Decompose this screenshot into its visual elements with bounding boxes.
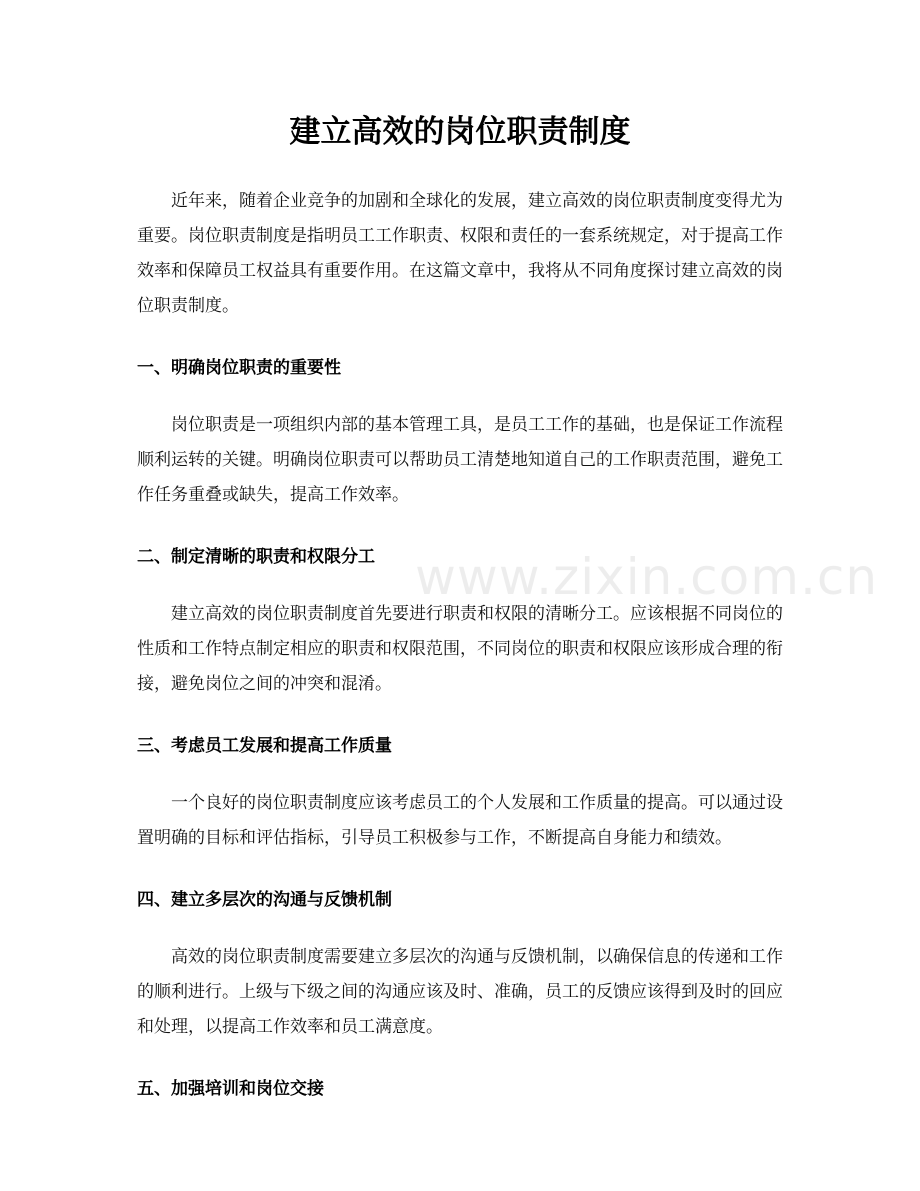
section-heading-3: 三、考虑员工发展和提高工作质量 — [137, 736, 392, 756]
section-body-2: 建立高效的岗位职责制度首先要进行职责和权限的清晰分工。应该根据不同岗位的性质和工作特点制定相应的职责和权限范围，不同岗位的职责和权限应该形成合理的衔接，避免岗位之间的冲突和混淆。 — [137, 604, 783, 694]
intro-paragraph: 近年来，随着企业竞争的加剧和全球化的发展，建立高效的岗位职责制度变得尤为重要。岗位职责制度是指明员工工作职责、权限和责任的一套系统规定，对于提高工作效率和保障员工权益具有重要作用。在这篇文章中，我将从不同角度探讨建立高效的岗位职责制度。 — [137, 191, 783, 316]
section-heading-2: 二、制定清晰的职责和权限分工 — [137, 547, 375, 567]
section-heading-1: 一、明确岗位职责的重要性 — [137, 358, 341, 378]
section-body-4: 高效的岗位职责制度需要建立多层次的沟通与反馈机制，以确保信息的传递和工作的顺利进行。上级与下级之间的沟通应该及时、准确，员工的反馈应该得到及时的回应和处理，以提高工作效率和员工满意度。 — [137, 947, 783, 1037]
section-heading-4: 四、建立多层次的沟通与反馈机制 — [137, 890, 392, 910]
section-body-1: 岗位职责是一项组织内部的基本管理工具，是员工工作的基础，也是保证工作流程顺利运转的关键。明确岗位职责可以帮助员工清楚地知道自己的工作职责范围，避免工作任务重叠或缺失，提高工作效率。 — [137, 415, 783, 505]
section-body-3: 一个良好的岗位职责制度应该考虑员工的个人发展和工作质量的提高。可以通过设置明确的目标和评估指标，引导员工积极参与工作，不断提高自身能力和绩效。 — [137, 793, 783, 848]
section-heading-5: 五、加强培训和岗位交接 — [137, 1079, 324, 1099]
watermark: www.zixin.com.cn — [415, 548, 879, 606]
document-title: 建立高效的岗位职责制度 — [289, 114, 631, 150]
